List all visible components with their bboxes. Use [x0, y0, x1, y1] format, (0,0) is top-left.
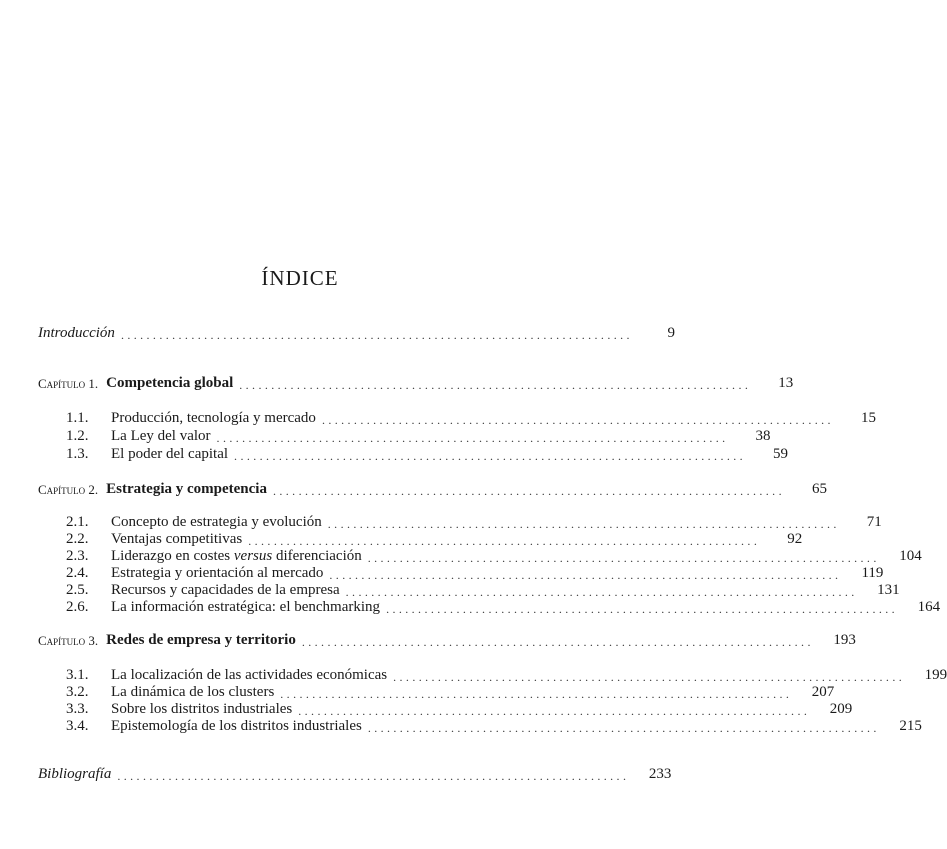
toc-page-number: 92 — [787, 531, 803, 547]
toc-section-1-3[interactable] — [66, 443, 789, 463]
dot-leader: ................................................................................ — [117, 769, 630, 783]
toc-entry-label: Bibliografía — [38, 766, 112, 782]
dot-leader: ................................................................................ — [248, 534, 761, 548]
toc-page-number: 199 — [924, 667, 947, 683]
toc-page-number: 233 — [648, 766, 672, 782]
section-title: Producción, tecnología y mercado — [111, 410, 316, 426]
toc-page-number: 209 — [829, 701, 853, 717]
section-number: 1.3. — [66, 446, 89, 462]
toc-chapter-3[interactable] — [38, 629, 856, 649]
toc-chapter-2[interactable] — [38, 478, 827, 498]
section-title-emphasis: versus — [233, 548, 273, 564]
dot-leader: ................................................................................ — [239, 378, 752, 392]
section-number: 1.1. — [66, 410, 89, 426]
dot-leader: ................................................................................ — [216, 431, 729, 445]
toc-page-number: 193 — [833, 632, 856, 648]
section-title: La Ley del valor — [111, 428, 211, 444]
dot-leader: ................................................................................ — [298, 704, 811, 718]
toc-page-number: 13 — [778, 375, 794, 391]
section-title: La localización de las actividades económicas — [111, 667, 388, 683]
section-title: Recursos y capacidades de la empresa — [111, 582, 340, 598]
toc-page-number: 207 — [811, 684, 835, 700]
chapter-title: Estrategia y competencia — [106, 481, 267, 497]
section-number: 3.2. — [66, 684, 89, 700]
dot-leader: ................................................................................ — [321, 413, 834, 427]
dot-leader: ................................................................................ — [280, 687, 793, 701]
section-title: Estrategia y orientación al mercado — [111, 565, 324, 581]
section-number: 2.4. — [66, 565, 89, 581]
section-number: 2.1. — [66, 514, 89, 530]
section-number: 3.4. — [66, 718, 89, 734]
toc-page-number: 71 — [866, 514, 882, 530]
section-number: 2.6. — [66, 599, 89, 615]
dot-leader: ................................................................................ — [272, 484, 785, 498]
dot-leader: ................................................................................ — [367, 551, 880, 565]
chapter-title: Competencia global — [106, 375, 234, 391]
dot-leader: ................................................................................ — [327, 517, 840, 531]
dot-leader: ................................................................................ — [393, 670, 906, 684]
toc-entry-introduction[interactable] — [38, 322, 675, 342]
chapter-number: Capítulo 2. — [38, 482, 99, 497]
toc-page-number: 215 — [899, 718, 922, 734]
dot-leader: ................................................................................ — [301, 635, 814, 649]
section-title: El poder del capital — [111, 446, 229, 462]
toc-page-number: 59 — [773, 446, 789, 462]
section-title: La dinámica de los clusters — [111, 684, 275, 700]
toc-section-3-4[interactable] — [66, 715, 922, 735]
section-number: 1.2. — [66, 428, 89, 444]
toc-page-number: 65 — [811, 481, 827, 497]
toc-page-number: 9 — [667, 325, 675, 341]
toc-page-number: 15 — [860, 410, 876, 426]
section-number: 2.3. — [66, 548, 89, 564]
toc-entry-label: Introducción — [38, 325, 115, 341]
dot-leader: ................................................................................ — [367, 721, 880, 735]
section-title-text: diferenciación — [272, 548, 362, 564]
toc-page-number: 164 — [917, 599, 941, 615]
section-title: La información estratégica: el benchmarking — [111, 599, 381, 615]
dot-leader: ................................................................................ — [329, 568, 842, 582]
section-title: Sobre los distritos industriales — [111, 701, 293, 717]
toc-chapter-1[interactable] — [38, 372, 794, 392]
toc-section-1-2[interactable] — [66, 425, 771, 445]
chapter-title: Redes de empresa y territorio — [106, 632, 296, 648]
toc-page-number: 119 — [861, 565, 884, 581]
toc-section-2-6[interactable] — [66, 596, 941, 616]
section-number: 3.3. — [66, 701, 89, 717]
section-number: 2.2. — [66, 531, 89, 547]
toc-page-number: 38 — [755, 428, 771, 444]
toc-entry-bibliography[interactable] — [38, 763, 672, 783]
section-number: 2.5. — [66, 582, 89, 598]
chapter-number: Capítulo 3. — [38, 633, 99, 648]
chapter-number: Capítulo 1. — [38, 376, 99, 391]
toc-section-1-1[interactable] — [66, 407, 876, 427]
section-number: 3.1. — [66, 667, 89, 683]
page-title: ÍNDICE — [261, 266, 339, 290]
toc-page-number: 131 — [877, 582, 900, 598]
dot-leader: ................................................................................ — [120, 328, 633, 342]
section-title: Concepto de estrategia y evolución — [111, 514, 322, 530]
dot-leader: ................................................................................ — [345, 585, 858, 599]
section-title-text: Liderazgo en costes — [111, 548, 234, 564]
toc-page-number: 104 — [899, 548, 922, 564]
section-title: Epistemología de los distritos industriales — [111, 718, 362, 734]
dot-leader: ................................................................................ — [234, 449, 747, 463]
dot-leader: ................................................................................ — [386, 602, 899, 616]
section-title: Ventajas competitivas — [111, 531, 243, 547]
